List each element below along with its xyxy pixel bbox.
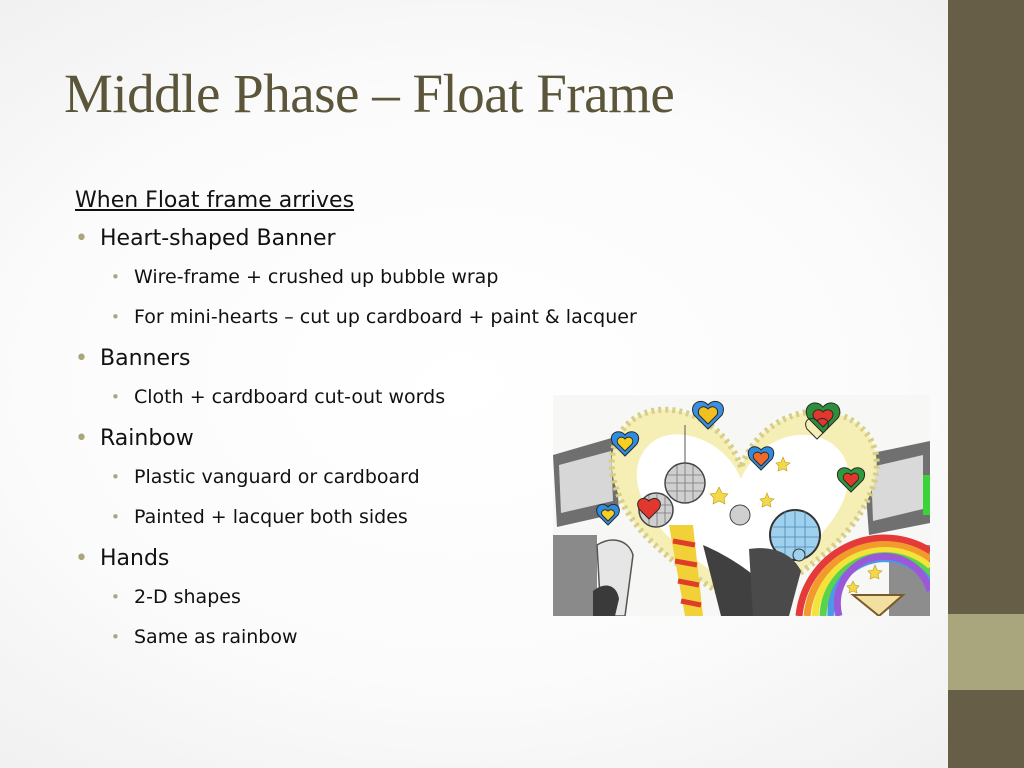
sub-bullet-text: Wire-frame + crushed up bubble wrap <box>134 266 499 288</box>
bullet-icon: • <box>111 508 120 526</box>
bullet-icon: • <box>75 346 88 371</box>
accent-block <box>948 614 1024 690</box>
bullet-icon: • <box>75 546 88 571</box>
sub-bullet-text: Same as rainbow <box>134 626 298 648</box>
sub-bullet-item <box>75 585 555 609</box>
bullet-icon: • <box>111 588 120 606</box>
sub-bullet-text: Cloth + cardboard cut-out words <box>134 386 446 408</box>
bullet-icon: • <box>75 226 88 251</box>
sub-bullet-text: Plastic vanguard or cardboard <box>134 466 420 488</box>
bullet-item <box>75 545 555 573</box>
bullet-icon: • <box>111 268 120 286</box>
bullet-icon: • <box>111 628 120 646</box>
sub-bullet-item <box>75 385 555 409</box>
bullet-item <box>75 225 555 253</box>
sub-bullet-item <box>75 625 555 649</box>
sub-list <box>75 585 555 649</box>
bullet-icon: • <box>111 468 120 486</box>
sub-bullet-text: Painted + lacquer both sides <box>134 506 408 528</box>
sub-bullet-item <box>75 465 555 489</box>
float-sketch-illustration <box>553 395 930 616</box>
bullet-text: Rainbow <box>100 426 194 451</box>
sub-bullet-text: For mini-hearts – cut up cardboard + paint & lacquer <box>134 306 637 328</box>
content-area <box>75 188 637 665</box>
sub-list <box>75 465 555 529</box>
section-heading: When Float frame arrives <box>75 188 355 213</box>
bullet-icon: • <box>75 426 88 451</box>
bullet-icon: • <box>111 388 120 406</box>
sub-bullet-item <box>75 305 637 329</box>
sub-bullet-item <box>75 265 555 289</box>
bullet-list <box>75 225 637 649</box>
sub-bullet-item <box>75 505 555 529</box>
bullet-item <box>75 345 555 373</box>
bullet-item <box>75 425 555 453</box>
bullet-icon: • <box>111 308 120 326</box>
sub-bullet-text: 2-D shapes <box>134 586 241 608</box>
bullet-text: Hands <box>100 546 170 571</box>
sub-list <box>75 385 555 409</box>
sub-list <box>75 265 637 329</box>
bullet-text: Banners <box>100 346 191 371</box>
bullet-text: Heart-shaped Banner <box>100 226 336 251</box>
slide-title: Middle Phase – Float Frame <box>64 63 675 124</box>
